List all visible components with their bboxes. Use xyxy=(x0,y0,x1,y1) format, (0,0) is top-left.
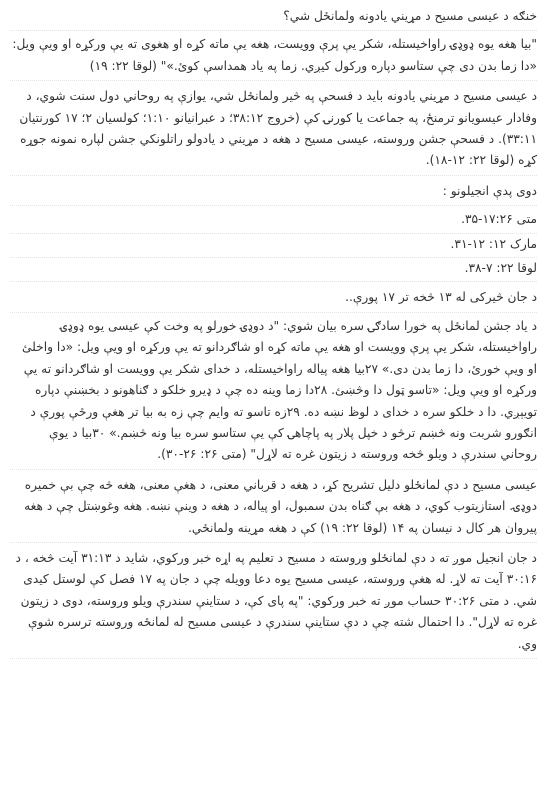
celebration-description-paragraph: د یاد جشن لمانځل په خورا سادګۍ سره بیان شوي: "د دوډۍ خورلو په وخت کې عیسی یوه ډوډۍ راواخیستله، شکر یې پرې وویست او هغه یې ماته کړه او شاګردانو ته یې ورکړه او ویې ویل: «دا واخلئ او ویې خورئ، دا زما بدن دی.» ۲۷بیا هغه پیاله راواخیستله، د خدای شکر یې وویست او شاګردانو ته یې ورکړه او ویې ویل: «تاسو ټول دا وڅښئ. ۲۸دا زما وینه ده چې د ډیرو خلکو د ګناهونو د بخښنې دپاره تویېږي. دا د خلکو سره د خدای د لوظ نښه ده. ۲۹زه تاسو ته وایم چې زه به بیا تر هغې ورځې پورې د انګورو شربت ونه څښم ترڅو د خپل پلار په پاچاهۍ کې یې ستاسو سره بیا ونه څښم.» ۳۰بیا د یوې روحاني سندرې د ویلو څخه وروسته د زیتون غره ته لاړل" (متی ۲۶: ۲۶-۳۰). xyxy=(10,316,537,470)
list-item: متی ۱۷:۲۶-۳۵. xyxy=(10,209,537,233)
explanation-paragraph: د عیسی مسیح د مړیني یادونه باید د فسحې په څیر ولمانځل شي، یوازې په روحاني دول سنت شوي، د وفادار عیسویانو ترمنځ، په جماعت یا کورنۍ کې (خروج ۳۸:۱۲؛ د عبرانیانو ۱:۱۰؛ کولسیان ۲؛ ۱۷ کورنتیان ۳۳:۱۱). د فسحې جشن وروسته، عیسی مسیح د هغه د مړیني د یادولو راتلونکي جشن لپاره نمونه جوړه کړه (لوقا ۲۲: ۱۲-۱۸). xyxy=(10,86,537,176)
list-item: لوقا ۲۲: ۷-۳۸. xyxy=(10,258,537,282)
john-gospel-paragraph: د جان انجیل موږ ته د دې لمانځلو وروسته د مسیح د تعلیم په اړه خبر ورکوي، شاید د ۳۱:۱۳ آیت څخه ، د ۳۰:۱۶ آیت ته لاړ. له هغې وروسته، عیسی مسیح یوه دعا وویله چې د جان په ۱۷ فصل کې لوستل کیدی شي. د متی ۳۰:۲۶ حساب موږ ته خبر ورکوي: "په پای کې، د ستاینې سندرې ویلو وروسته، دوی د زیتون غره ته لاړل". دا احتمال شته چې د دې ستاینې سندرې د عیسی مسیح له لمانځه وروسته ترسره شوې وي. xyxy=(10,548,537,659)
question-heading: خنګه د عیسی مسیح د مړیني یادونه ولمانځل شي؟ xyxy=(10,6,537,31)
bible-quote-paragraph: "بیا هغه یوه ډوډۍ راواخیستله، شکر یې پرې وویست، هغه یې ماته کړه او هغوی ته یې ورکړه او ویې ویل: «دا زما بدن دی چې ستاسو دپاره ورکول کیږي. زما په یاد همداسې کوئ.»" (لوقا ۲۲: ۱۹) xyxy=(10,34,537,81)
gospel-reference-list xyxy=(10,209,537,282)
meaning-paragraph: عیسی مسیح د دې لمانځلو دلیل تشریح کړ، د هغه د قرباني معنی، د هغې معنی، هغه څه چې بې خمیره دوډۍ. استازیتوب کوي، د هغه بې ګناه بدن سمبول، او پیاله، د هغه د وینې نښه. هغه وغوښتل چې د هغه پیروان هر کال د نیسان په ۱۴ (لوقا ۲۲: ۱۹) کې د هغه مړینه ولمانځي. xyxy=(10,475,537,543)
list-item: مارک ۱۲: ۱۲-۳۱. xyxy=(10,234,537,258)
john-chapters-note: د جان څیرکی له ۱۳ څخه تر ۱۷ پورې.. xyxy=(10,287,537,312)
gospels-intro: دوی پدې انجیلونو : xyxy=(10,181,537,206)
